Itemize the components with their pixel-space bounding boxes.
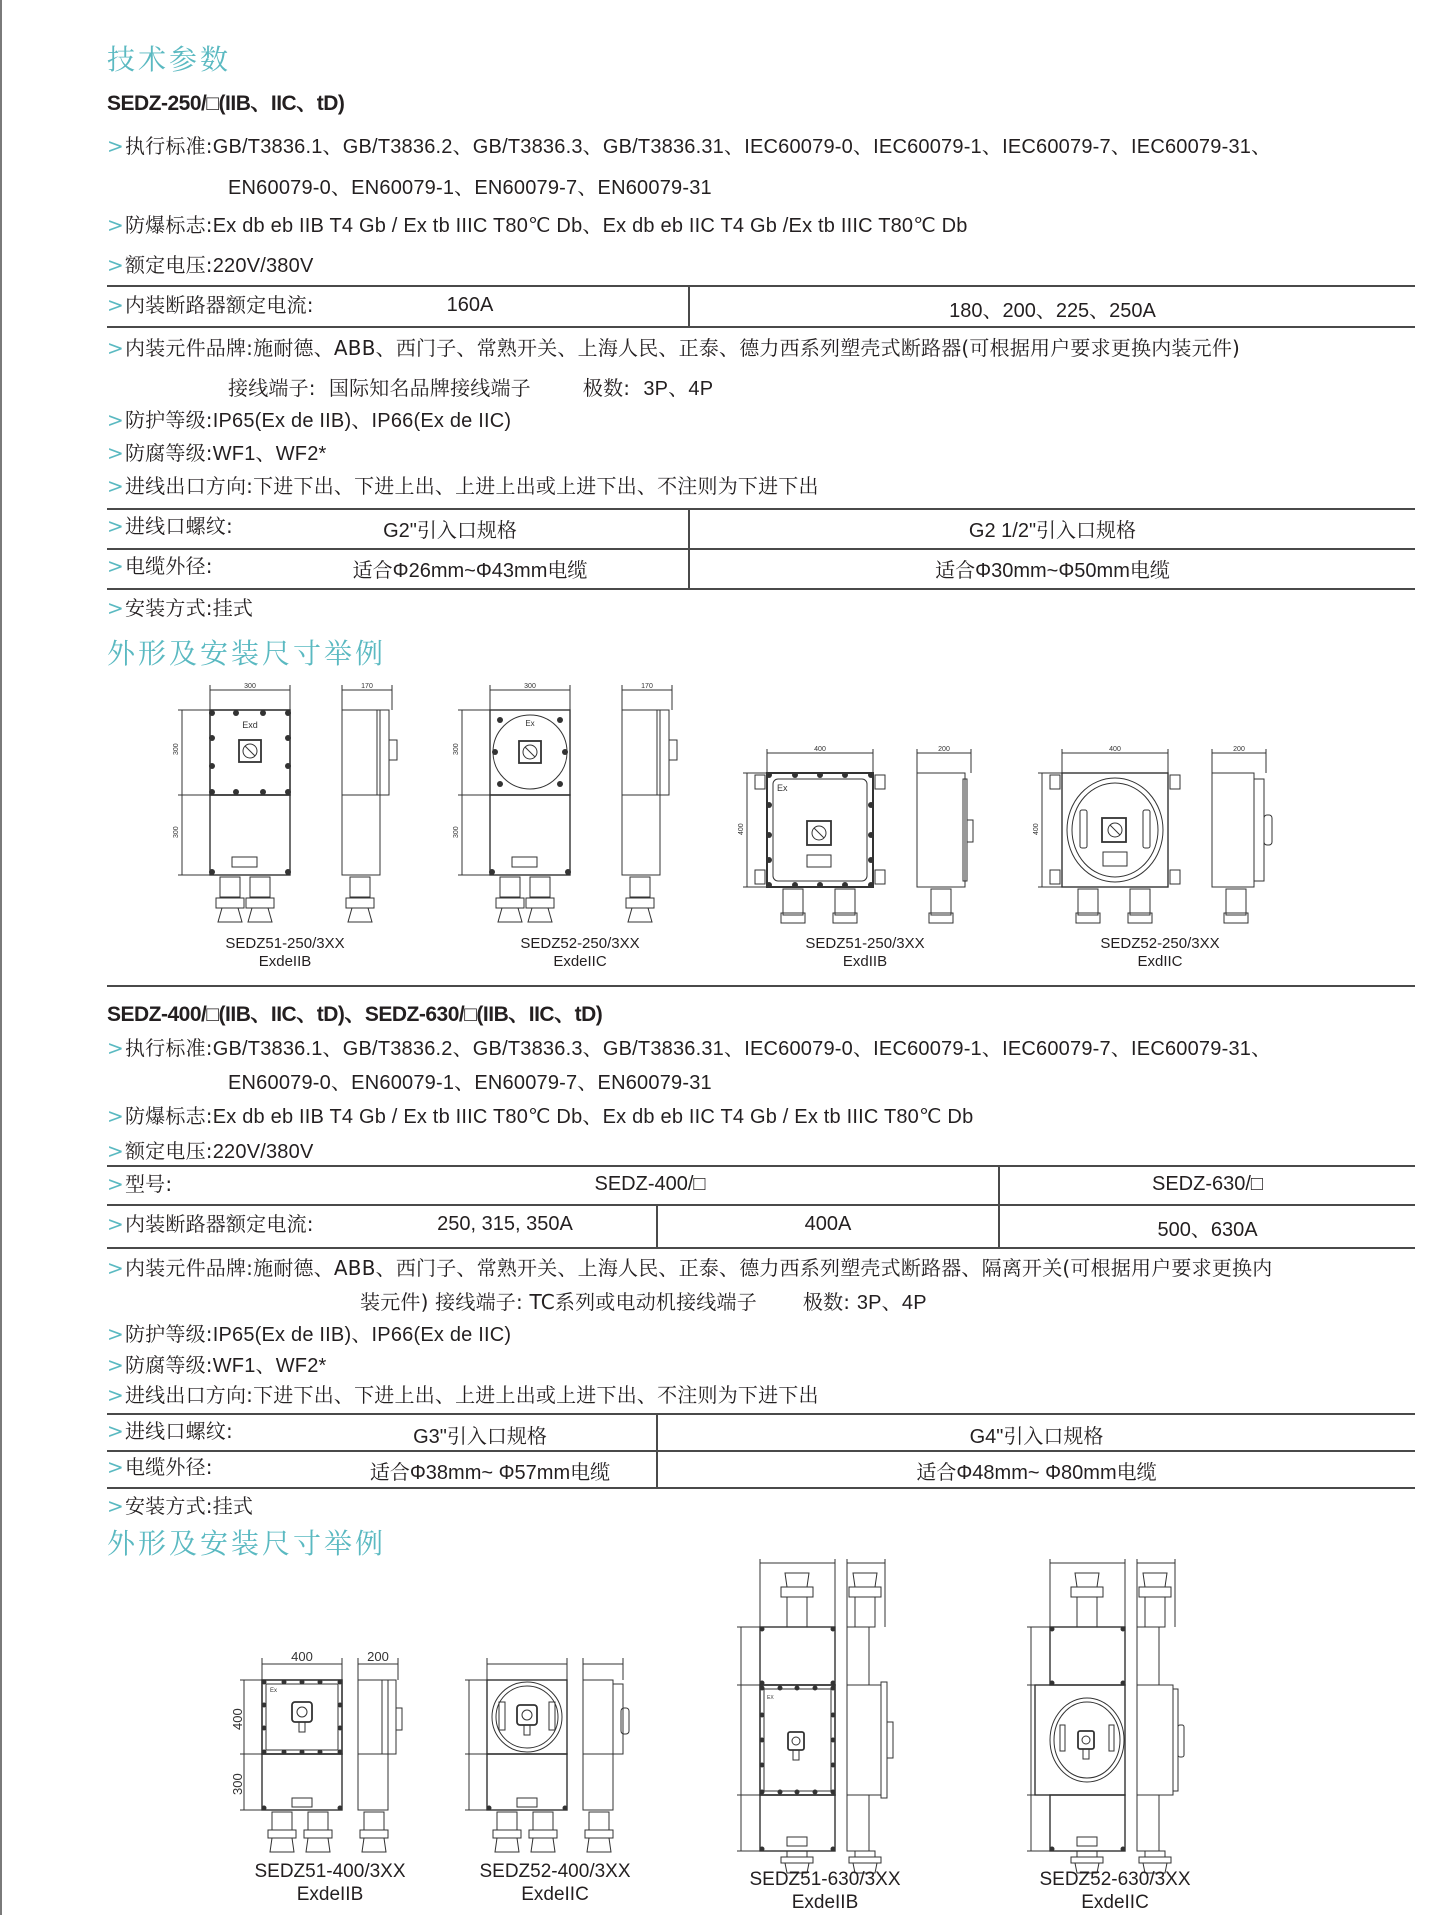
model-title-400-630: SEDZ-400/□(IIB、IIC、tD)、SEDZ-630/□(IIB、IIC、tD)	[107, 1003, 603, 1026]
drawing-sedz52-250-exdiic	[1030, 745, 1280, 935]
spec-ex-mark: >防爆标志:Ex db eb IIB T4 Gb / Ex tb IIIC T80℃ Db、Ex db eb IIC T4 Gb /Ex tb IIIC T80℃ Db	[107, 213, 968, 237]
dim-lower: 300	[453, 826, 460, 838]
dim-upper: 300	[453, 743, 460, 755]
dim-upper: 300	[173, 743, 180, 755]
table-cell-current-160: 160A	[446, 294, 494, 316]
bullet-chevron-icon: >	[107, 1212, 124, 1236]
table-row-thread-label: >进线口螺纹:	[107, 1419, 233, 1443]
table-row-cable-label: >电缆外径:	[107, 1455, 213, 1479]
caption-type: ExdIIB	[842, 953, 888, 970]
section-divider	[107, 985, 1415, 987]
drawing-sedz51-250-exdeiib	[170, 680, 400, 940]
table-cell-current-500-630: 500、630A	[1157, 1219, 1258, 1241]
drawing-sedz51-400-exdeiib	[230, 1650, 430, 1860]
table-row-thread-label: >进线口螺纹:	[107, 514, 233, 538]
bullet-chevron-icon: >	[107, 1139, 124, 1163]
bullet-chevron-icon: >	[107, 213, 124, 237]
caption-type: ExdeIIC	[553, 953, 607, 970]
caption-sedz51-250-exdiib	[765, 935, 965, 971]
plate-label: Exd	[242, 720, 258, 730]
table-rule	[107, 1204, 1415, 1206]
page-left-border	[0, 0, 2, 1915]
spec-voltage: >额定电压:220V/380V	[107, 1139, 314, 1163]
spec-ex-mark: >防爆标志:Ex db eb IIB T4 Gb / Ex tb IIIC T80℃ Db、Ex db eb IIC T4 Gb / Ex tb IIIC T80℃ Db	[107, 1104, 974, 1128]
table-cell-cable-48-80: 适合Φ48mm~ Φ80mm电缆	[916, 1462, 1157, 1484]
caption-model: SEDZ51-630/3XX	[749, 1869, 901, 1890]
bullet-chevron-icon: >	[107, 596, 124, 620]
bullet-chevron-icon: >	[107, 1353, 124, 1377]
caption-model: SEDZ52-630/3XX	[1039, 1869, 1191, 1890]
spec-brands: >内装元件品牌:施耐德、ABB、西门子、常熟开关、上海人民、正泰、德力西系列塑壳式断路器(可根据用户要求更换内装元件)	[107, 336, 1241, 360]
bullet-chevron-icon: >	[107, 1322, 124, 1346]
bullet-chevron-icon: >	[107, 253, 124, 277]
dim-lower: 300	[173, 826, 180, 838]
dim-depth: 200	[938, 746, 950, 753]
plate-label: Ex	[525, 719, 535, 728]
caption-type: ExdeIIB	[258, 953, 312, 970]
table-row-model-label: >型号:	[107, 1172, 173, 1196]
dim-width: 400	[814, 746, 826, 753]
dim-width: 400	[1109, 746, 1121, 753]
dim-width: 300	[244, 683, 256, 690]
drawing-sedz51-630-exdeiib	[725, 1555, 925, 1875]
table-rule	[107, 1487, 1415, 1489]
bullet-chevron-icon: >	[107, 1104, 124, 1128]
spec-direction: >进线出口方向:下进下出、下进上出、上进上出或上进下出、不注则为下进下出	[107, 1383, 819, 1407]
spec-standards-cont: EN60079-0、EN60079-1、EN60079-7、EN60079-31	[228, 1072, 712, 1094]
spec-standards: >执行标准:GB/T3836.1、GB/T3836.2、GB/T3836.3、GB/T3836.31、IEC60079-0、IEC60079-1、IEC60079-7、IEC60079-31、	[107, 134, 1272, 158]
dim-depth: 170	[641, 683, 653, 690]
spec-direction: >进线出口方向:下进下出、下进上出、上进上出或上进下出、不注则为下进下出	[107, 474, 819, 498]
bullet-chevron-icon: >	[107, 293, 124, 317]
table-rule	[107, 508, 1415, 510]
caption-sedz52-400-exdeiic	[455, 1860, 655, 1906]
dim-depth: 170	[361, 683, 373, 690]
table-rule	[107, 548, 1415, 550]
table-rule	[107, 285, 1415, 287]
dim-upper: 400	[230, 1708, 245, 1730]
table-cell-current-250: 180、200、225、250A	[949, 300, 1156, 322]
caption-sedz52-630-exdeiic	[1015, 1868, 1215, 1914]
caption-type: ExdeIIC	[521, 1884, 589, 1905]
spec-install: >安装方式:挂式	[107, 596, 254, 620]
caption-model: SEDZ52-250/3XX	[1100, 935, 1220, 952]
dim-lower: 300	[230, 1773, 245, 1795]
spec-terminals: 装元件) 接线端子: TC系列或电动机接线端子 极数: 3P、4P	[360, 1290, 927, 1314]
spec-terminals: 接线端子: 国际知名品牌接线端子 极数: 3P、4P	[228, 376, 714, 400]
dim-width: 400	[291, 1650, 313, 1664]
table-cell-thread-g2: G2"引入口规格	[383, 520, 517, 542]
caption-model: SEDZ51-400/3XX	[254, 1861, 406, 1882]
dim-height: 400	[738, 823, 745, 835]
bullet-chevron-icon: >	[107, 514, 124, 538]
spec-anticorrosion: >防腐等级:WF1、WF2*	[107, 441, 327, 465]
table-cell-cable-38-57: 适合Φ38mm~ Φ57mm电缆	[369, 1462, 611, 1484]
spec-install: >安装方式:挂式	[107, 1494, 254, 1518]
spec-voltage: >额定电压:220V/380V	[107, 253, 314, 277]
caption-sedz52-250-exdiic	[1060, 935, 1260, 971]
caption-model: SEDZ52-250/3XX	[520, 935, 640, 952]
bullet-chevron-icon: >	[107, 336, 124, 360]
table-rule	[107, 588, 1415, 590]
dim-height: 400	[1033, 823, 1040, 835]
model-title-250: SEDZ-250/□(IIB、IIC、tD)	[107, 92, 345, 115]
drawing-sedz52-400-exdeiic	[455, 1650, 655, 1860]
section-heading-dimensions: 外形及安装尺寸举例	[107, 1527, 387, 1560]
drawing-sedz51-250-exdiib	[735, 745, 985, 935]
plate-label: EX	[767, 1695, 774, 1701]
table-cell-model-400: SEDZ-400/□	[594, 1173, 706, 1195]
caption-type: ExdIIC	[1137, 953, 1183, 970]
spec-standards-cont: EN60079-0、EN60079-1、EN60079-7、EN60079-31	[228, 177, 712, 199]
caption-sedz51-400-exdeiib	[230, 1860, 430, 1906]
table-row-current-label: >内装断路器额定电流:	[107, 293, 314, 317]
table-rule	[107, 1247, 1415, 1249]
dim-depth: 200	[1233, 746, 1245, 753]
bullet-chevron-icon: >	[107, 408, 124, 432]
bullet-chevron-icon: >	[107, 134, 124, 158]
drawing-sedz52-250-exdeiic	[450, 680, 680, 940]
spec-protection: >防护等级:IP65(Ex de IIB)、IP66(Ex de IIC)	[107, 408, 512, 432]
caption-sedz51-250-exdeiib	[185, 935, 385, 971]
table-row-current-label: >内装断路器额定电流:	[107, 1212, 314, 1236]
table-rule	[107, 326, 1415, 328]
table-cell-cable-30-50: 适合Φ30mm~Φ50mm电缆	[935, 560, 1170, 582]
table-cell-thread-g3: G3"引入口规格	[413, 1426, 547, 1448]
table-rule	[107, 1165, 1415, 1167]
caption-model: SEDZ51-250/3XX	[225, 935, 345, 952]
table-cell-current-250-350: 250, 315, 350A	[437, 1213, 573, 1235]
caption-type: ExdeIIC	[1081, 1892, 1149, 1913]
caption-model: SEDZ52-400/3XX	[479, 1861, 631, 1882]
bullet-chevron-icon: >	[107, 1383, 124, 1407]
caption-sedz51-630-exdeiib	[725, 1868, 925, 1914]
caption-model: SEDZ51-250/3XX	[805, 935, 925, 952]
table-cell-cable-26-43: 适合Φ26mm~Φ43mm电缆	[352, 560, 588, 582]
caption-sedz52-250-exdeiic	[480, 935, 680, 971]
spec-protection: >防护等级:IP65(Ex de IIB)、IP66(Ex de IIC)	[107, 1322, 512, 1346]
section-heading-tech-params: 技术参数	[107, 43, 232, 76]
spec-standards: >执行标准:GB/T3836.1、GB/T3836.2、GB/T3836.3、GB/T3836.31、IEC60079-0、IEC60079-1、IEC60079-7、IEC60079-31、	[107, 1036, 1272, 1060]
bullet-chevron-icon: >	[107, 1256, 124, 1280]
table-cell-model-630: SEDZ-630/□	[1151, 1173, 1263, 1195]
caption-type: ExdeIIB	[791, 1892, 859, 1913]
table-cell-thread-g4: G4"引入口规格	[969, 1426, 1104, 1448]
spec-anticorrosion: >防腐等级:WF1、WF2*	[107, 1353, 327, 1377]
bullet-chevron-icon: >	[107, 1172, 124, 1196]
plate-label: Ex	[777, 783, 788, 793]
spec-brands: >内装元件品牌:施耐德、ABB、西门子、常熟开关、上海人民、正泰、德力西系列塑壳式断路器、隔离开关(可根据用户要求更换内	[107, 1256, 1273, 1280]
dim-width: 300	[524, 683, 536, 690]
bullet-chevron-icon: >	[107, 1036, 124, 1060]
bullet-chevron-icon: >	[107, 554, 124, 578]
bullet-chevron-icon: >	[107, 1494, 124, 1518]
bullet-chevron-icon: >	[107, 1419, 124, 1443]
drawing-sedz52-630-exdeiic	[1015, 1555, 1215, 1875]
bullet-chevron-icon: >	[107, 441, 124, 465]
bullet-chevron-icon: >	[107, 1455, 124, 1479]
table-rule	[107, 1413, 1415, 1415]
table-cell-thread-g2-half: G2 1/2"引入口规格	[968, 520, 1137, 542]
table-row-cable-label: >电缆外径:	[107, 554, 213, 578]
plate-label: Ex	[270, 1688, 278, 1694]
caption-type: ExdeIIB	[296, 1884, 364, 1905]
dim-depth: 200	[367, 1650, 389, 1664]
section-heading-dimensions: 外形及安装尺寸举例	[107, 637, 387, 670]
bullet-chevron-icon: >	[107, 474, 124, 498]
table-cell-current-400: 400A	[804, 1213, 852, 1235]
table-rule	[107, 1450, 1415, 1452]
